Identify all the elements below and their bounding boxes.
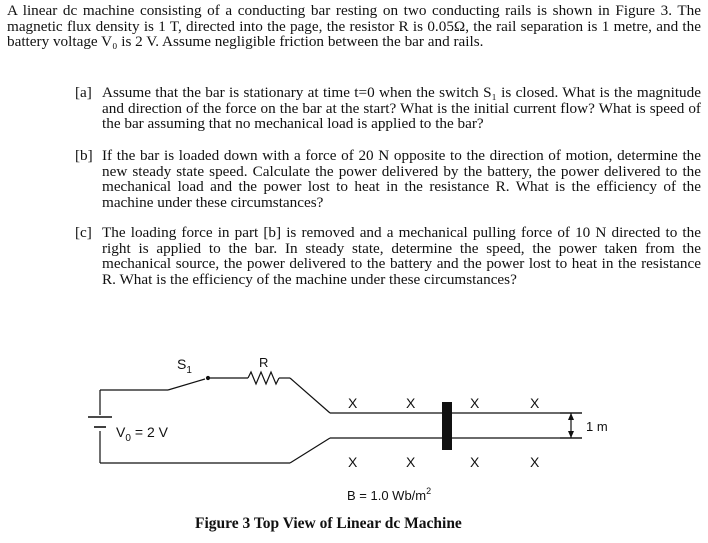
- flux-x-mark: X: [348, 395, 358, 411]
- top-rail-taper: [290, 378, 330, 413]
- figure-caption: Figure 3 Top View of Linear dc Machine: [195, 515, 462, 532]
- question-b: [75, 148, 701, 210]
- flux-density-label: B = 1.0 $Wb/m^2$: [347, 486, 432, 503]
- question-c: [75, 225, 701, 287]
- switch-blade: [168, 379, 205, 390]
- circuit-diagram: [0, 345, 708, 515]
- conducting-bar: [442, 402, 452, 450]
- separation-label: 1 m: [586, 419, 608, 434]
- flux-x-mark: X: [348, 454, 358, 470]
- flux-x-mark: X: [530, 395, 540, 411]
- voltage-label: $V_0 = 2$ V: [116, 424, 168, 444]
- question-a: [75, 85, 701, 132]
- bottom-rail-taper: [290, 438, 330, 463]
- flux-x-mark: X: [406, 395, 416, 411]
- resistor-zigzag: [248, 372, 279, 384]
- question-a-label: [a]: [75, 84, 92, 101]
- flux-x-mark: X: [470, 454, 480, 470]
- flux-x-mark: X: [470, 395, 480, 411]
- question-c-label: [c]: [75, 224, 92, 241]
- dim-arrow-up: [568, 413, 574, 420]
- switch-label: $S_1$: [177, 356, 192, 376]
- question-a-text: Assume that the bar is stationary at time t=0 when the switch S₁ is closed. What is the magnitude and direction of the force on the bar at the start? What is the initial current flow? What is speed of the bar assuming that no mechanical load is applied to the bar?: [102, 84, 701, 133]
- question-b-text: If the bar is loaded down with a force of 20 N opposite to the direction of motion, determine the new steady state speed. Calculate the power delivered by the battery, the power delivered to the mechanical load and the power lost to heat in the resistance R. What is the efficiency of the machine under these circumstances?: [102, 147, 701, 211]
- resistor-label: R: [259, 355, 269, 370]
- question-b-label: [b]: [75, 147, 93, 164]
- flux-x-mark: X: [530, 454, 540, 470]
- problem-intro: A linear dc machine consisting of a conducting bar resting on two conducting rails is shown in Figure 3. The magnetic flux density is 1 T, directed into the page, the resistor R is 0.05Ω, the rail separation is 1 metre, and the battery voltage V₀ is 2 V. Assume negligible friction between the bar and rails.: [7, 2, 701, 51]
- question-c-text: The loading force in part [b] is removed and a mechanical pulling force of 10 N directed to the right is applied to the bar. In steady state, determine the speed, the power taken from the mechanical source, the power delivered to the battery and the power lost to heat in the resistance R. What is the efficiency of the machine under these circumstances?: [102, 224, 701, 288]
- flux-x-mark: X: [406, 454, 416, 470]
- dim-arrow-down: [568, 431, 574, 438]
